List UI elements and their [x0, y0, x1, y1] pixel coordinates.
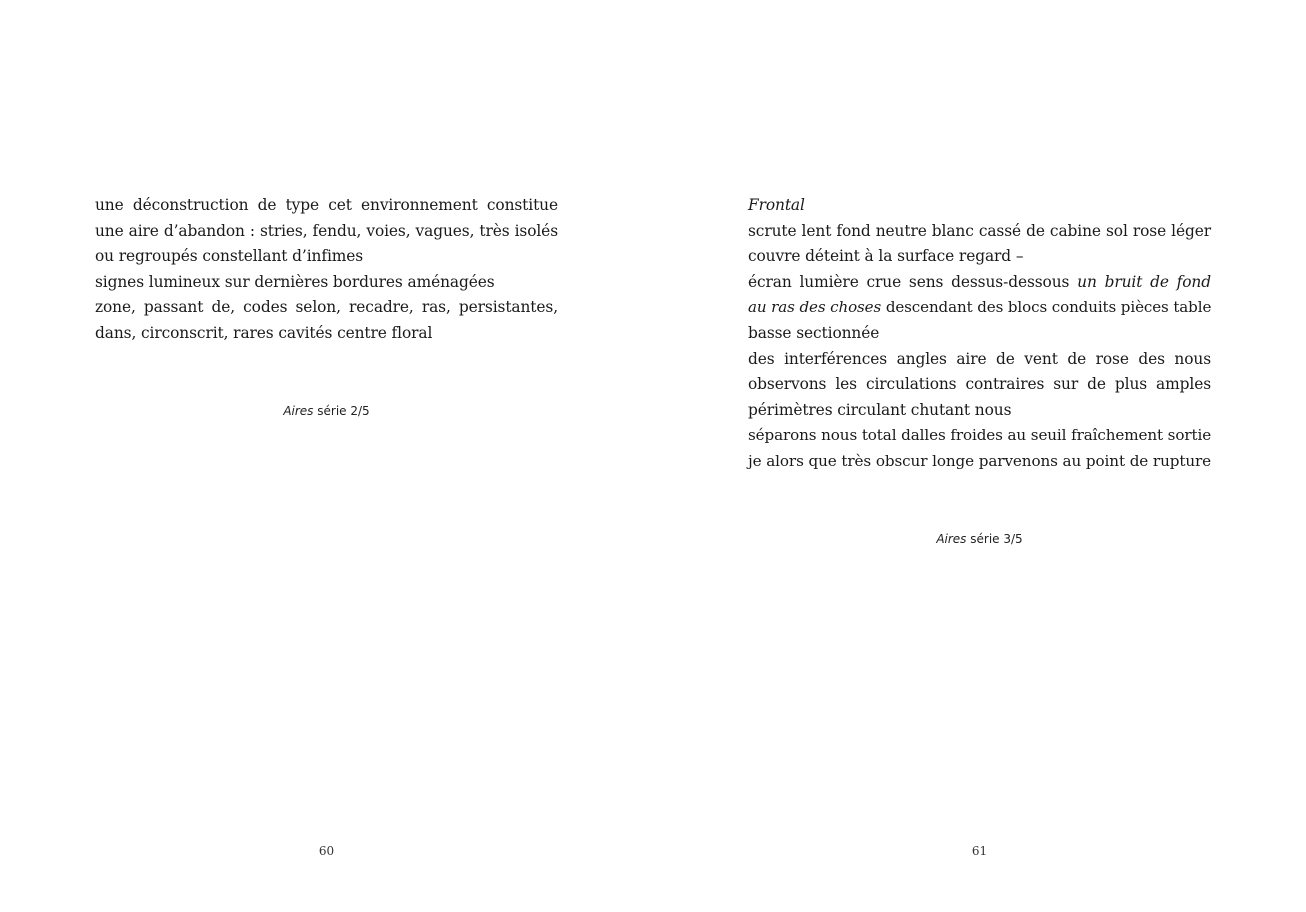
- poem-line-italic: au ras des choses: [748, 298, 882, 317]
- poem-line: basse sectionnée: [748, 323, 880, 342]
- poem-line: observons les circulations contraires sur de plus amples: [748, 375, 1211, 394]
- poem-title: Frontal: [748, 196, 805, 214]
- poem-line: dans, circonscrit, rares cavités centre floral: [95, 323, 433, 342]
- series-caption: [0, 404, 653, 418]
- poem-line: scrute lent fond neutre blanc cassé de cabine sol rose léger: [748, 221, 1211, 240]
- poem-line: signes lumineux sur dernières bordures aménagées: [95, 272, 495, 291]
- poem-line-part: écran lumière crue sens dessus-dessous: [748, 272, 1078, 291]
- page-number: 60: [318, 844, 335, 858]
- series-caption: [653, 532, 1306, 546]
- poem-line: zone, passant de, codes selon, recadre, ras, persistantes,: [95, 298, 558, 317]
- poem-line: une déconstruction de type cet environnement constitue: [95, 196, 558, 214]
- poem-line-italic: un bruit de fond: [1077, 272, 1211, 291]
- poem-line: séparons nous total dalles froides au seuil fraîchement sortie: [748, 426, 1212, 445]
- caption-title: Aires: [283, 404, 314, 418]
- poem-line: des interférences angles aire de vent de rose des nous: [748, 349, 1211, 368]
- poem-line: périmètres circulant chutant nous: [748, 400, 1012, 419]
- poem-line: couvre déteint à la surface regard –: [748, 247, 1024, 266]
- right-poem: [748, 193, 1211, 475]
- poem-line: [748, 270, 1211, 296]
- poem-line: une aire d’abandon : stries, fendu, voies, vagues, très isolés: [95, 221, 558, 240]
- poem-line-part: descendant des blocs conduits pièces table: [881, 298, 1212, 317]
- caption-series: série 2/5: [313, 404, 370, 418]
- right-page: [653, 0, 1306, 912]
- page-number: 61: [971, 844, 988, 858]
- caption-series: série 3/5: [966, 532, 1023, 546]
- poem-line: [748, 295, 1211, 321]
- poem-line: ou regroupés constellant d’infimes: [95, 247, 364, 266]
- poem-line: je alors que très obscur longe parvenons au point de rupture: [748, 451, 1211, 470]
- caption-title: Aires: [936, 532, 967, 546]
- left-poem: [95, 193, 558, 347]
